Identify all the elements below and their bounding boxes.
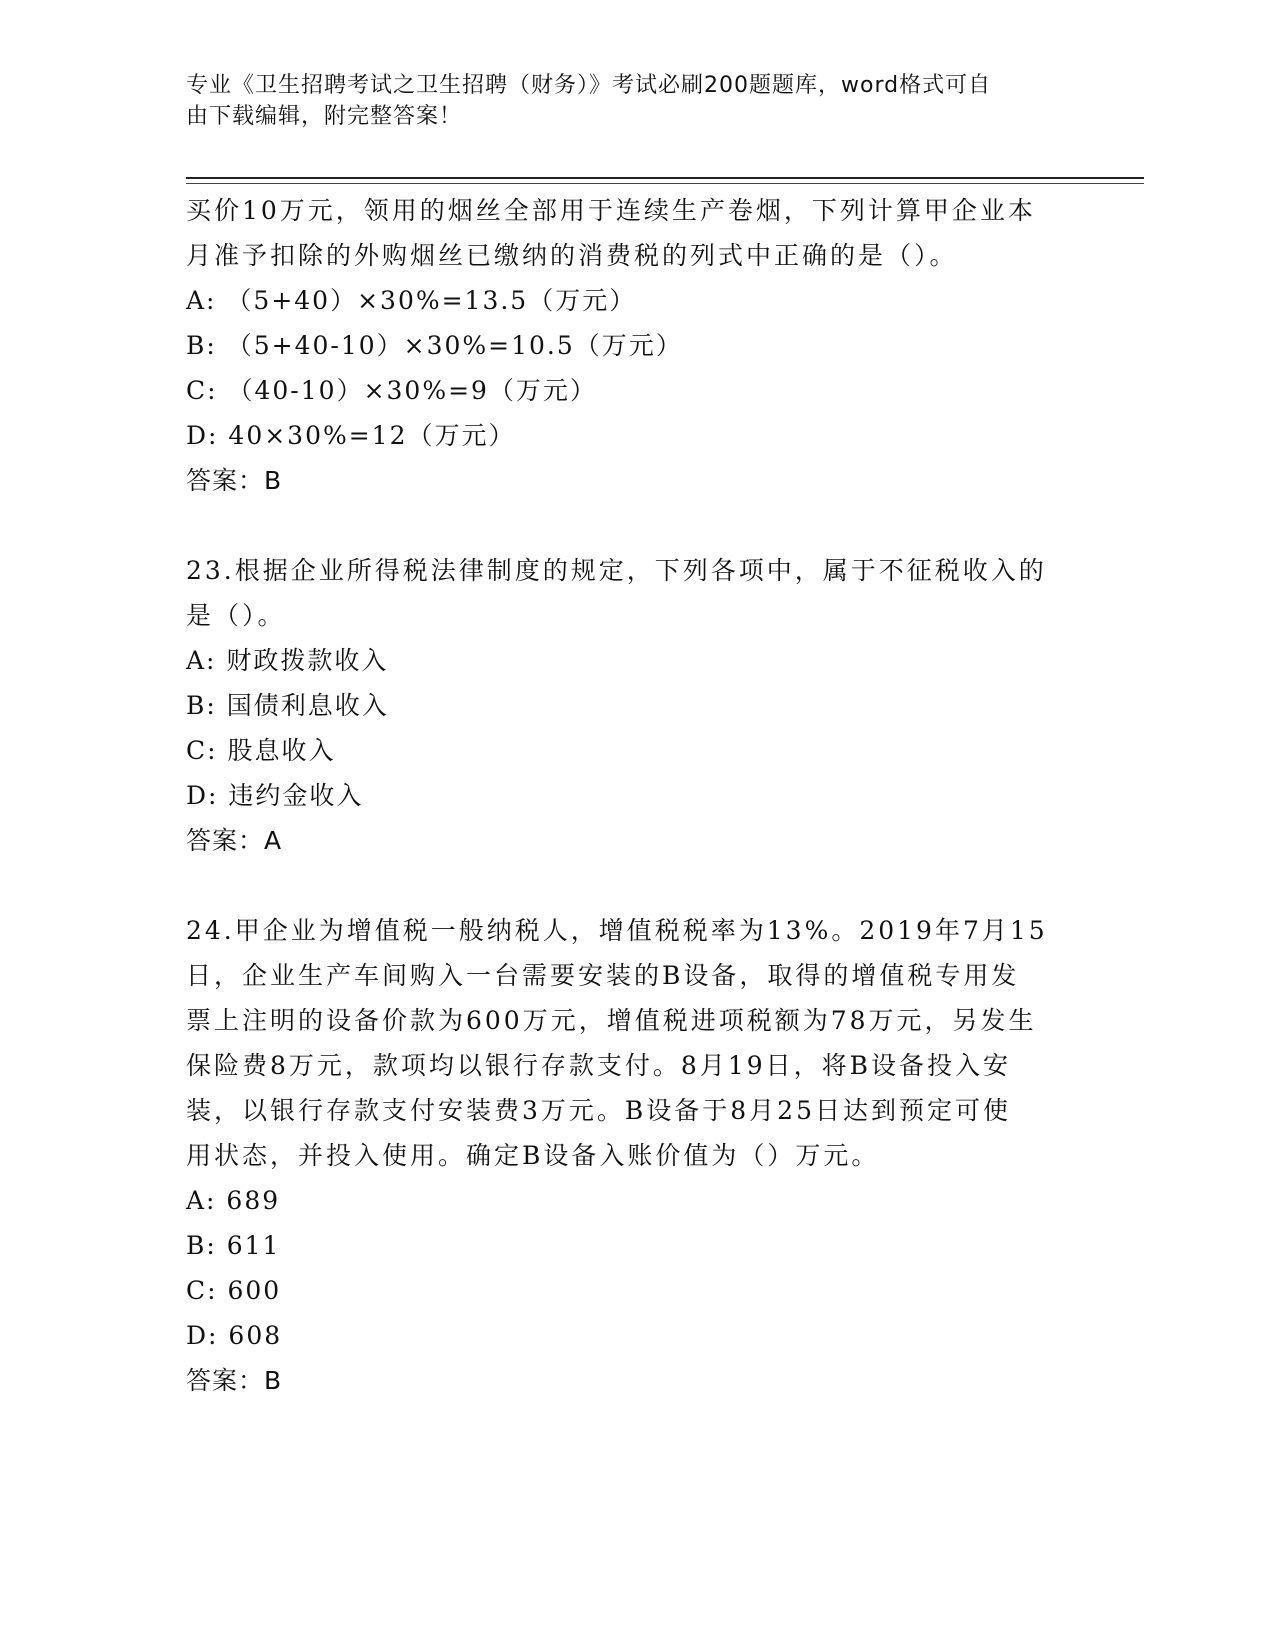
option-a: A: （5+40）×30%=13.5（万元） (186, 286, 637, 315)
answer: 答案：B (186, 1366, 283, 1395)
spacer (186, 503, 1066, 548)
header-line-2: 由下载编辑，附完整答案！ (186, 104, 463, 129)
question-text: 买价10万元，领用的烟丝全部用于连续生产卷烟，下列计算甲企业本 (186, 196, 1036, 225)
option-c: C: 股息收入 (186, 736, 336, 765)
question-text: 保险费8万元，款项均以银行存款支付。8月19日，将B设备投入安 (186, 1051, 1011, 1080)
question-content (186, 188, 1066, 1403)
header-line-1: 专业《卫生招聘考试之卫生招聘（财务）》考试必刷200题题库，word格式可自 (186, 73, 992, 98)
question-text: 日，企业生产车间购入一台需要安装的B设备，取得的增值税专用发 (186, 961, 1020, 990)
question-text: 24.甲企业为增值税一般纳税人，增值税税率为13%。2019年7月15 (186, 916, 1048, 945)
option-b: B: （5+40-10）×30%=10.5（万元） (186, 331, 683, 360)
answer: 答案：A (186, 826, 283, 855)
question-23 (186, 548, 1066, 863)
question-24 (186, 908, 1066, 1403)
question-text: 23.根据企业所得税法律制度的规定，下列各项中，属于不征税收入的 (186, 556, 1047, 585)
option-c: C: （40-10）×30%=9（万元） (186, 376, 597, 405)
header-divider-thick (186, 177, 1144, 179)
question-text: 装，以银行存款支付安装费3万元。B设备于8月25日达到预定可使 (186, 1096, 1011, 1125)
question-22 (186, 188, 1066, 503)
option-b: B: 611 (186, 1231, 281, 1260)
option-b: B: 国债利息收入 (186, 691, 389, 720)
option-a: A: 财政拨款收入 (186, 646, 389, 675)
answer: 答案：B (186, 466, 283, 495)
option-c: C: 600 (186, 1276, 282, 1305)
document-header (186, 70, 1066, 132)
spacer (186, 863, 1066, 908)
option-d: D: 40×30%=12（万元） (186, 421, 516, 450)
question-text: 月准予扣除的外购烟丝已缴纳的消费税的列式中正确的是（）。 (186, 241, 958, 270)
question-text: 用状态，并投入使用。确定B设备入账价值为（）万元。 (186, 1141, 880, 1170)
question-text: 是（）。 (186, 601, 286, 630)
question-text: 票上注明的设备价款为600万元，增值税进项税额为78万元，另发生 (186, 1006, 1037, 1035)
option-d: D: 违约金收入 (186, 781, 364, 810)
option-d: D: 608 (186, 1321, 283, 1350)
option-a: A: 689 (186, 1186, 281, 1215)
header-divider-thin (186, 183, 1144, 184)
